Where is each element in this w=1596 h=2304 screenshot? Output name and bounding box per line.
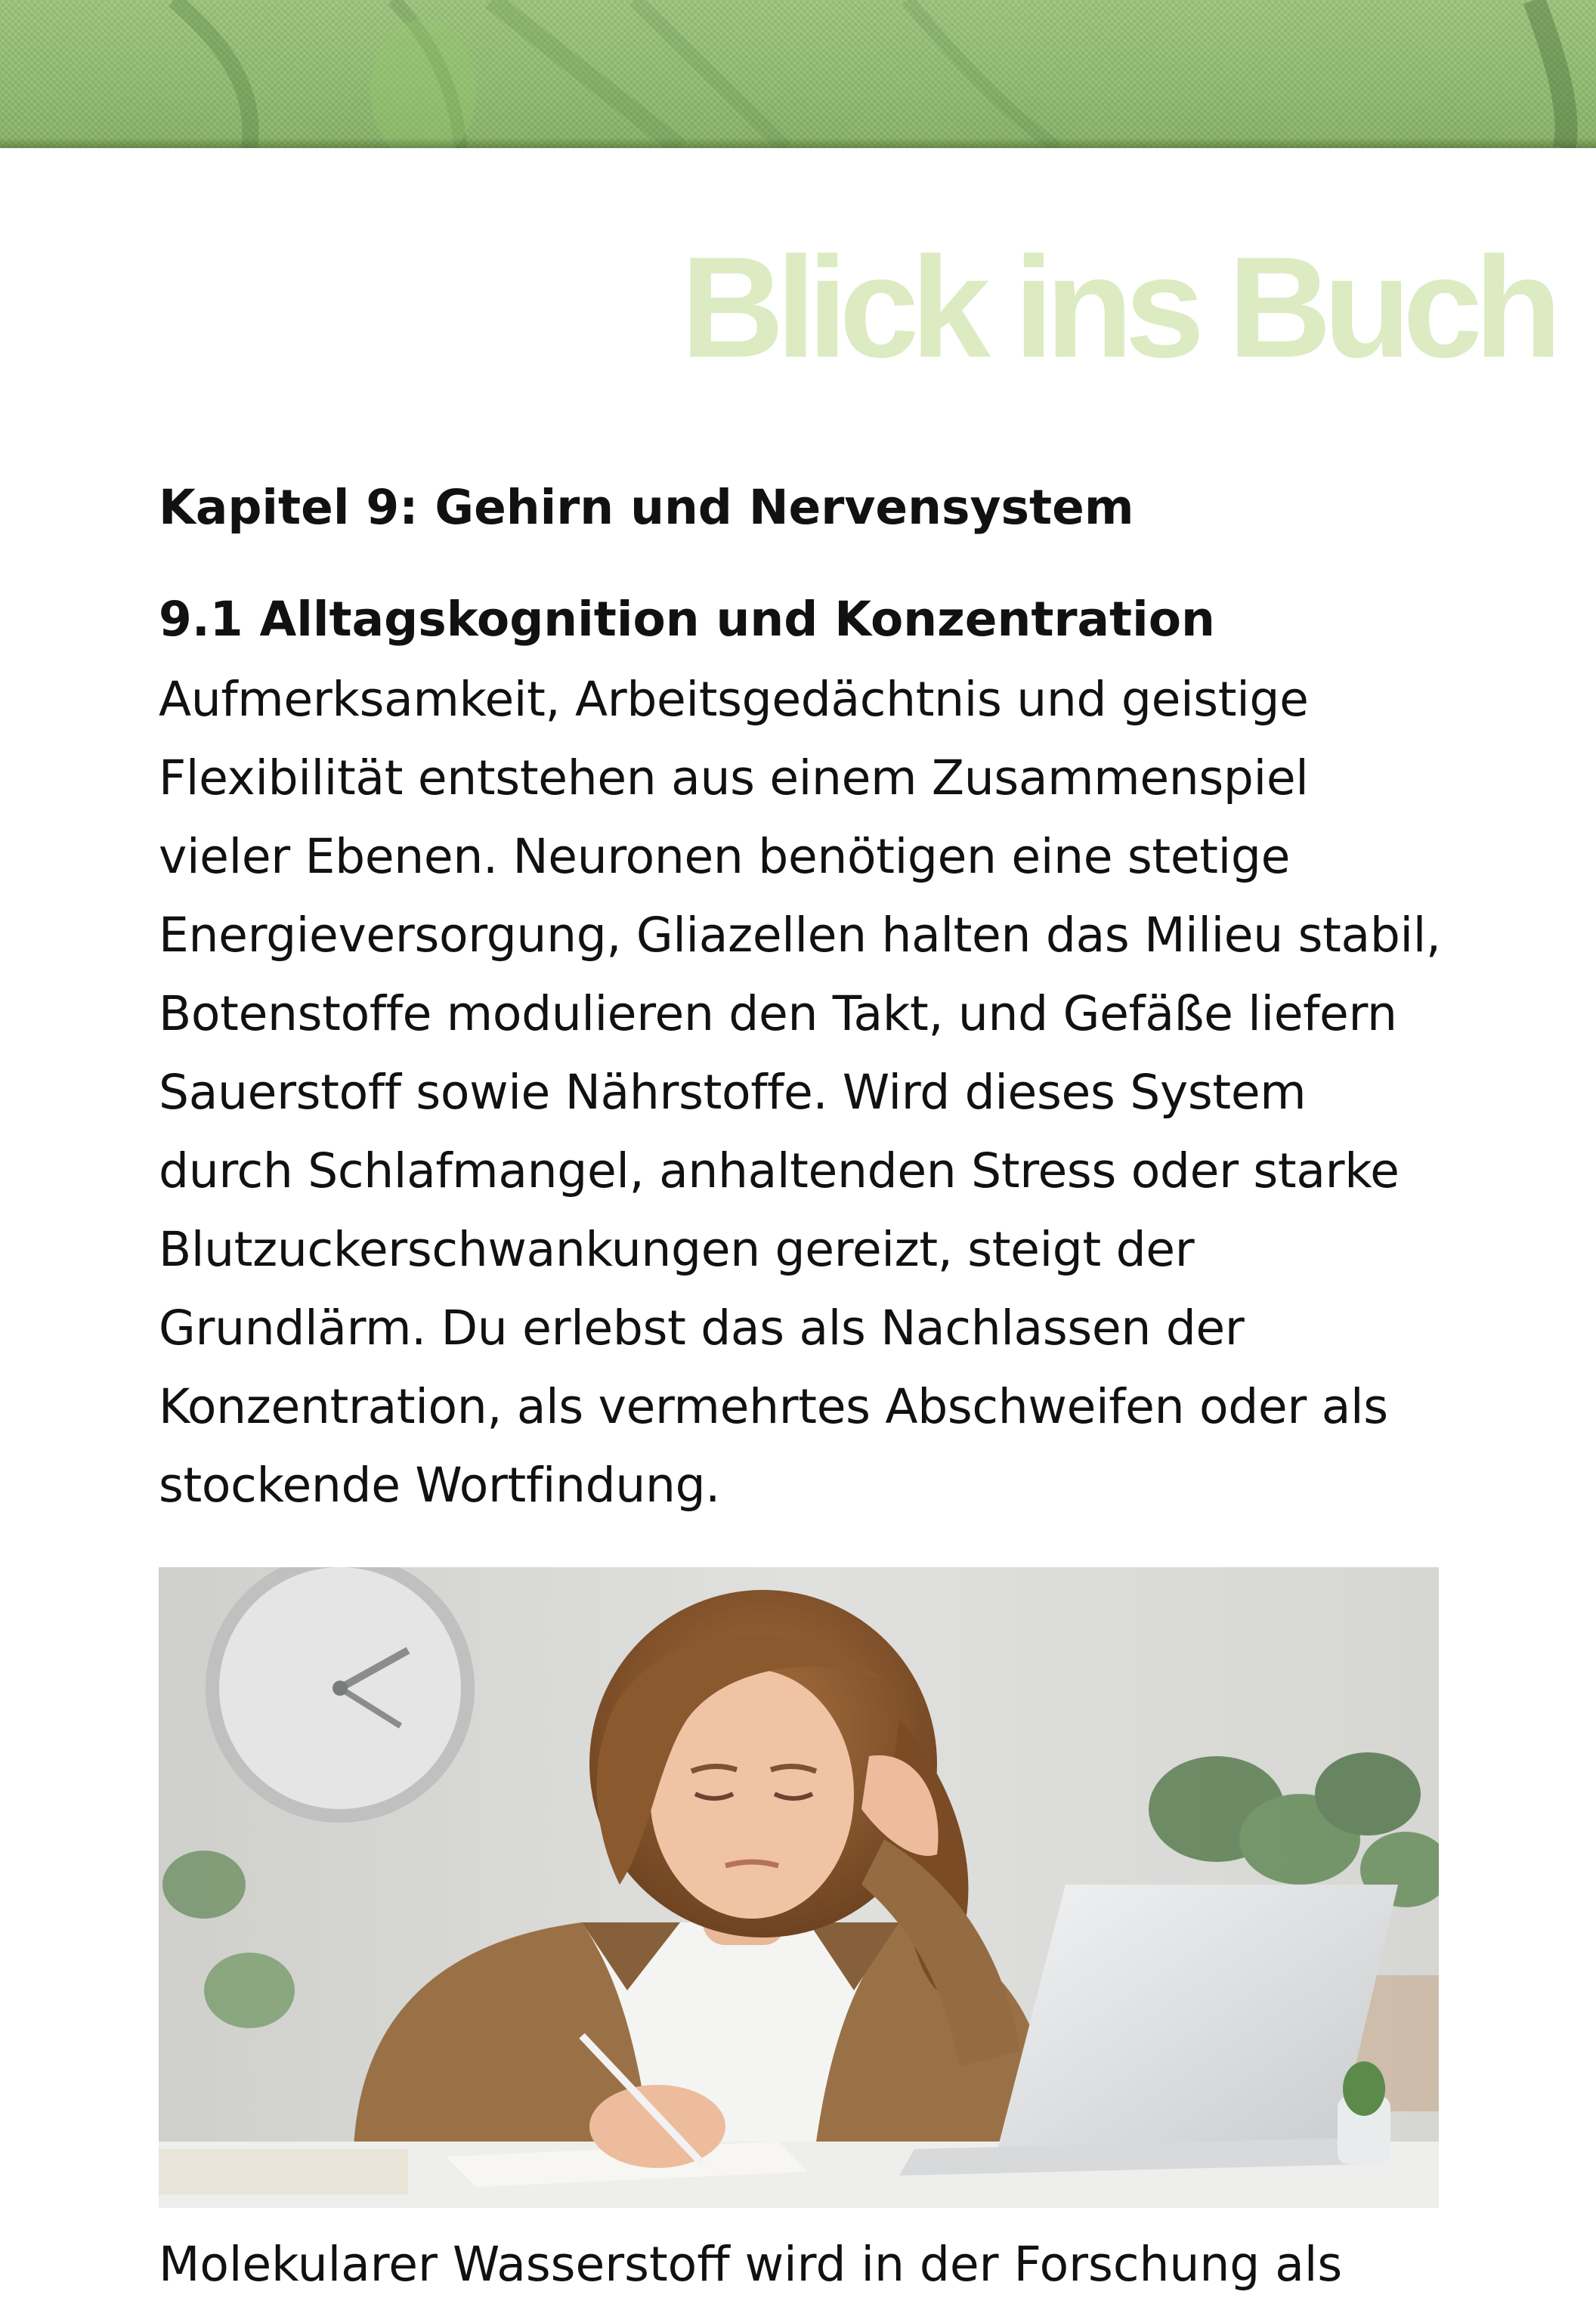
section-title: 9.1 Alltagskognition und Konzentration xyxy=(159,592,1215,647)
banner-leaf-pattern xyxy=(0,0,1596,148)
figure-caption: Molekularer Wasserstoff wird in der Forschung als xyxy=(159,2237,1343,2292)
photo-illustration xyxy=(159,1567,1439,2208)
chapter-content xyxy=(159,476,1443,1525)
stressed-woman-photo xyxy=(159,1567,1439,2208)
page-header-title: Blick ins Buch xyxy=(680,227,1554,388)
section-body-text: Aufmerksamkeit, Arbeitsgedächtnis und geistige Flexibilität entstehen aus einem Zusammenspiel vieler Ebenen. Neuronen benötigen eine stetige Energieversorgung, Gliazellen halten das Milieu stabil, Botenstoffe modulieren den Takt, und Gefäße liefern Sauerstoff sowie Nährstoffe. Wird dieses System durch Schlafmangel, anhaltenden Stress oder starke Blutzuckerschwankungen gereizt, steigt der Grundlärm. Du erlebst das als Nachlassen der Konzentration, als vermehrtes Abschweifen oder als stockende Wortfindung. xyxy=(159,672,1441,1513)
chapter-title: Kapitel 9: Gehirn und Nervensystem xyxy=(159,480,1134,535)
banner-shadow xyxy=(0,138,1596,148)
header-banner xyxy=(0,0,1596,148)
